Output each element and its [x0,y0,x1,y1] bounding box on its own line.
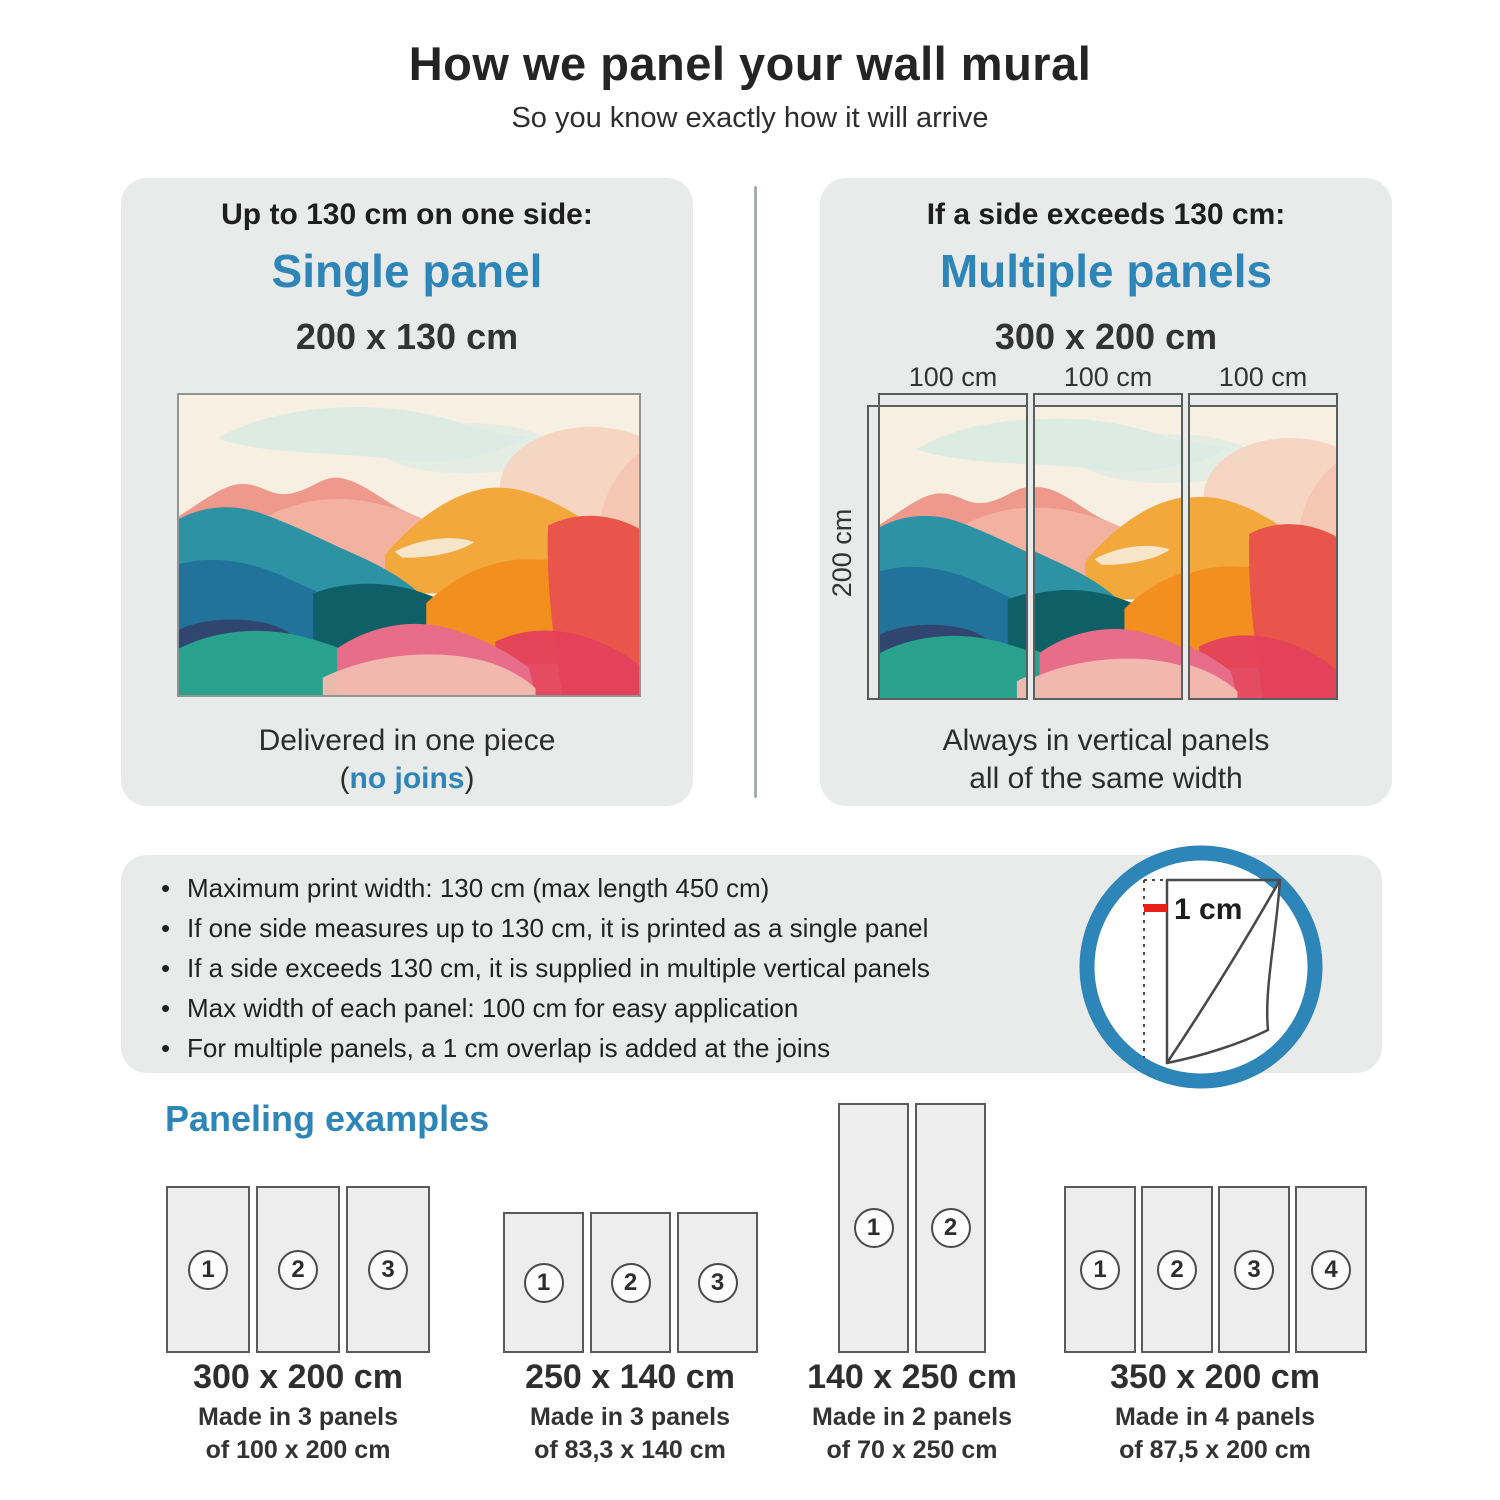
example3-of: of 70 x 250 cm [826,1436,998,1464]
width-dimension-bracket-1 [878,393,1028,405]
example1-panel-1 [166,1186,250,1353]
single-panel-card [121,178,693,806]
bullet-dot: • [161,1033,171,1063]
height-label: 200 cm [827,508,857,598]
mural-slice-2 [1035,407,1181,698]
example4-size: 350 x 200 cm [1110,1358,1320,1396]
example3-panel-2 [915,1103,986,1353]
panel-number-badge: 2 [278,1250,318,1290]
multiple-panels-size: 300 x 200 cm [994,316,1218,357]
width-dimension-bracket-3 [1188,393,1338,405]
example1-panel-2 [256,1186,340,1353]
overlap-page-curl-icon [1072,838,1330,1096]
panel-number-badge: 4 [1311,1250,1351,1290]
example4-panel-2 [1141,1186,1213,1353]
multiple-panels-caption-line1: Always in vertical panels [942,724,1270,757]
mural-slice-1 [880,407,1026,698]
paneling-examples-heading: Paneling examples [165,1098,490,1139]
page-title: How we panel your wall mural [408,37,1092,90]
mural-artwork [179,395,639,695]
panel-number-badge: 3 [698,1263,738,1303]
width-dimension-bracket-2 [1033,393,1183,405]
example2-panel-2 [590,1212,671,1353]
panel-number-badge: 2 [1157,1250,1197,1290]
multiple-panels-caption-line2: all of the same width [969,762,1243,795]
bullet-text-1: Maximum print width: 130 cm (max length 450 cm) [187,873,770,903]
example2-panel-1 [503,1212,584,1353]
multiple-panels-card [820,178,1392,806]
card-divider [754,186,757,798]
width-label-3: 100 cm [1218,362,1308,392]
bullet-text-2: If one side measures up to 130 cm, it is printed as a single panel [187,913,929,943]
bullet-text-4: Max width of each panel: 100 cm for easy application [187,993,799,1023]
paren-open: ( [339,762,350,795]
list-item [161,913,1141,953]
bullet-dot: • [161,953,171,983]
multiple-panels-condition: If a side exceeds 130 cm: [926,198,1286,231]
example2-made: Made in 3 panels [529,1403,731,1431]
list-item [161,953,1141,993]
single-panel-size: 200 x 130 cm [295,316,519,357]
width-label-1: 100 cm [908,362,998,392]
example2-size: 250 x 140 cm [525,1358,735,1396]
example1-made: Made in 3 panels [197,1403,399,1431]
example3-made: Made in 2 panels [811,1403,1013,1431]
bullet-dot: • [161,913,171,943]
single-panel-caption-line1: Delivered in one piece [258,724,556,757]
width-label-2: 100 cm [1063,362,1153,392]
single-panel-caption-line2 [121,762,693,796]
example1-of: of 100 x 200 cm [205,1436,391,1464]
info-bullet-list [161,873,1141,1073]
no-joins-text: no joins [349,762,465,795]
panel-number-badge: 1 [188,1250,228,1290]
panel-number-badge: 3 [368,1250,408,1290]
panel-number-badge: 1 [1080,1250,1120,1290]
panel-number-badge: 2 [931,1208,971,1248]
example3-panel-1 [838,1103,909,1353]
page-subtitle: So you know exactly how it will arrive [511,102,989,134]
example4-panel-3 [1218,1186,1290,1353]
bullet-dot: • [161,993,171,1023]
bullet-text-3: If a side exceeds 130 cm, it is supplied in multiple vertical panels [187,953,930,983]
mural-panel-slice-3 [1188,405,1338,700]
list-item [161,1033,1141,1073]
example4-panel-1 [1064,1186,1136,1353]
example4-of: of 87,5 x 200 cm [1119,1436,1311,1464]
single-panel-condition: Up to 130 cm on one side: [221,198,593,231]
multiple-panels-title: Multiple panels [939,245,1273,297]
example4-panel-4 [1295,1186,1367,1353]
panel-number-badge: 1 [524,1263,564,1303]
example3-size: 140 x 250 cm [807,1358,1017,1396]
single-panel-mural-image [177,393,641,697]
example2-of: of 83,3 x 140 cm [534,1436,726,1464]
panel-number-badge: 1 [854,1208,894,1248]
example1-size: 300 x 200 cm [193,1358,403,1396]
mural-slice-3 [1190,407,1336,698]
overlap-label: 1 cm [1174,893,1243,926]
mural-panel-slice-2 [1033,405,1183,700]
list-item [161,993,1141,1033]
example1-panel-3 [346,1186,430,1353]
single-panel-title: Single panel [271,245,543,297]
bullet-dot: • [161,873,171,903]
list-item [161,873,1141,913]
mural-panel-slice-1 [878,405,1028,700]
example2-panel-3 [677,1212,758,1353]
paren-close: ) [464,762,475,795]
panel-number-badge: 3 [1234,1250,1274,1290]
panel-number-badge: 2 [611,1263,651,1303]
example4-made: Made in 4 panels [1114,1403,1316,1431]
bullet-text-5: For multiple panels, a 1 cm overlap is added at the joins [187,1033,831,1063]
